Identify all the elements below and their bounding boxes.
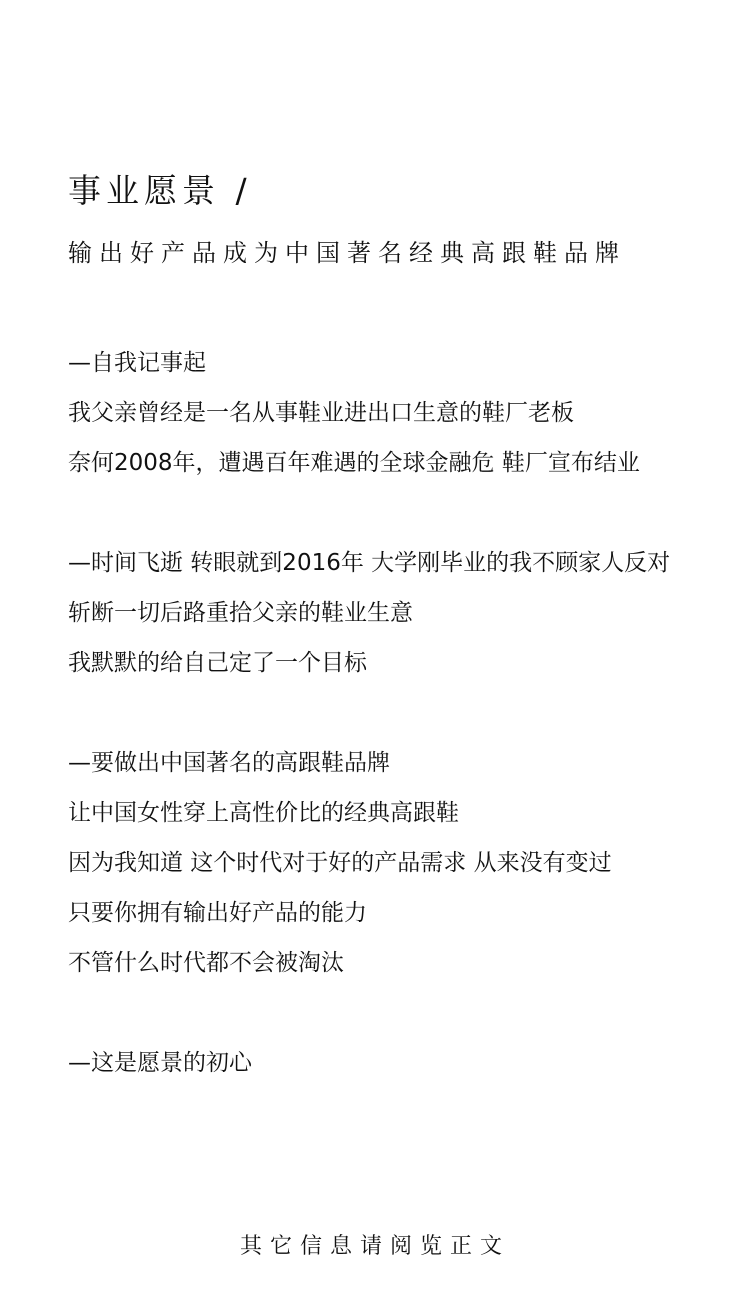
story-line: 只要你拥有输出好产品的能力 [68,900,367,926]
story-line: —这是愿景的初心 [68,1050,252,1076]
story-line: 我默默的给自己定了一个目标 [68,650,367,676]
paragraph-4 [68,1038,744,1088]
paragraph-1 [68,338,744,488]
story-line: 奈何2008年，遭遇百年难遇的全球金融危 鞋厂宣布结业 [68,450,640,476]
story-line: —要做出中国著名的高跟鞋品牌 [68,750,390,776]
paragraph-2 [68,538,744,688]
paragraph-3 [68,738,744,988]
story-line: —时间飞逝 转眼就到2016年 大学刚毕业的我不顾家人反对 [68,550,671,576]
story-line: 因为我知道 这个时代对于好的产品需求 从来没有变过 [68,850,612,876]
page-subtitle: 输出好产品成为中国著名经典高跟鞋品牌 [68,239,626,267]
footer-note: 其它信息请阅览正文 [239,1234,510,1259]
story-line: 我父亲曾经是一名从事鞋业进出口生意的鞋厂老板 [68,400,574,426]
story-line: 让中国女性穿上高性价比的经典高跟鞋 [68,800,459,826]
story-body [68,338,744,1138]
story-line: 斩断一切后路重拾父亲的鞋业生意 [68,600,413,626]
story-line: 不管什么时代都不会被淘汰 [68,950,344,976]
page-title: 事业愿景 / [68,171,252,210]
story-line: —自我记事起 [68,350,206,376]
